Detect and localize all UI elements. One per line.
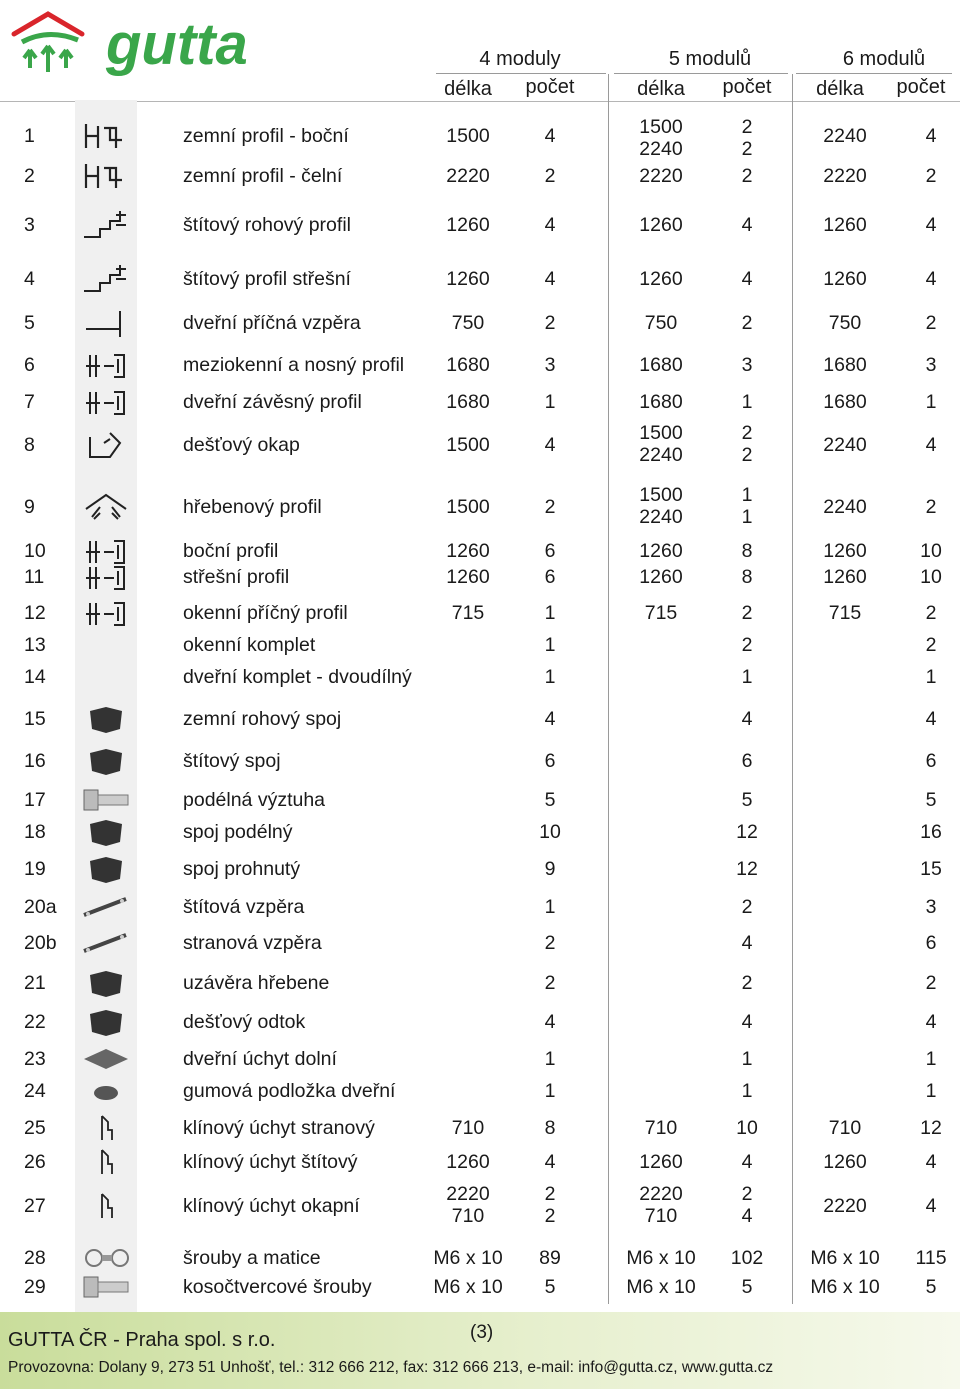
count-4-cell: 6 — [544, 540, 556, 562]
length-4-cell: 2220 710 — [446, 1183, 490, 1227]
length-5-cell: 1500 2240 — [639, 116, 683, 160]
table-row — [0, 972, 960, 994]
length-5-cell: 1500 2240 — [639, 484, 683, 528]
count-4-cell: 9 — [544, 858, 556, 880]
count-5-cell: 2 2 — [741, 116, 753, 160]
row-number: 26 — [24, 1151, 46, 1173]
count-header-5: počet — [722, 76, 772, 98]
item-name: střešní profil — [183, 566, 290, 588]
length-4-cell: 715 — [451, 602, 485, 624]
count-6-cell: 3 — [925, 896, 937, 918]
row-number: 16 — [24, 750, 46, 772]
table-row — [0, 1048, 960, 1070]
table-row — [0, 634, 960, 656]
count-4-cell: 89 — [539, 1247, 561, 1269]
door-bottom-holder-icon — [80, 1041, 132, 1077]
length-6-cell: 2240 — [823, 434, 867, 456]
table-row — [0, 214, 960, 236]
length-4-cell: 1500 — [446, 434, 490, 456]
table-row — [0, 1183, 960, 1229]
item-name: boční profil — [183, 540, 279, 562]
header-rule-4 — [436, 73, 606, 74]
count-4-cell: 1 — [544, 1048, 556, 1070]
item-name: dešťový odtok — [183, 1011, 306, 1033]
count-6-cell: 4 — [925, 708, 937, 730]
item-name: zemní profil - čelní — [183, 165, 343, 187]
count-5-cell: 8 — [741, 540, 753, 562]
count-4-cell: 4 — [544, 1151, 556, 1173]
gutta-logo — [8, 6, 268, 82]
item-name: klínový úchyt okapní — [183, 1195, 360, 1217]
svg-text:gutta: gutta — [106, 12, 248, 77]
longitudinal-stiffener-icon — [80, 782, 132, 818]
count-6-cell: 10 — [920, 540, 942, 562]
count-6-cell: 15 — [920, 858, 942, 880]
count-6-cell: 1 — [925, 391, 937, 413]
table-row — [0, 666, 960, 688]
count-6-cell: 2 — [925, 972, 937, 994]
length-5-cell: 1680 — [639, 354, 683, 376]
length-6-cell: 1260 — [823, 1151, 867, 1173]
count-6-cell: 6 — [925, 750, 937, 772]
length-header-5: délka — [637, 78, 685, 100]
rain-gutter-icon — [80, 427, 132, 463]
count-4-cell: 5 — [544, 1276, 556, 1298]
length-6-cell: 1260 — [823, 268, 867, 290]
row-number: 22 — [24, 1011, 46, 1033]
wedge-clip-side-icon — [80, 1110, 132, 1146]
row-number: 29 — [24, 1276, 46, 1298]
door-cross-brace-icon — [80, 305, 132, 341]
table-row — [0, 750, 960, 772]
table-row — [0, 1151, 960, 1173]
count-4-cell: 2 2 — [544, 1183, 556, 1227]
count-6-cell: 2 — [925, 602, 937, 624]
item-name: šrouby a matice — [183, 1247, 321, 1269]
table-row — [0, 312, 960, 334]
item-name: dveřní příčná vzpěra — [183, 312, 361, 334]
row-number: 14 — [24, 666, 46, 688]
count-5-cell: 2 4 — [741, 1183, 753, 1227]
ground-corner-joint-icon — [80, 701, 132, 737]
row-number: 21 — [24, 972, 46, 994]
length-4-cell: 1500 — [446, 125, 490, 147]
length-4-cell: 1260 — [446, 268, 490, 290]
item-name: dveřní závěsný profil — [183, 391, 362, 413]
length-6-cell: 1260 — [823, 566, 867, 588]
count-6-cell: 10 — [920, 566, 942, 588]
count-6-cell: 4 — [925, 1011, 937, 1033]
row-number: 23 — [24, 1048, 46, 1070]
table-row — [0, 1080, 960, 1102]
count-5-cell: 4 — [741, 1151, 753, 1173]
table-row — [0, 268, 960, 290]
length-5-cell: 2220 710 — [639, 1183, 683, 1227]
window-support-profile-icon — [80, 347, 132, 383]
gable-joint-icon — [80, 743, 132, 779]
longitudinal-joint-icon — [80, 814, 132, 850]
row-number: 12 — [24, 602, 46, 624]
item-name: štítový rohový profil — [183, 214, 351, 236]
count-5-cell: 4 — [741, 708, 753, 730]
item-name: okenní komplet — [183, 634, 316, 656]
row-number: 8 — [24, 434, 35, 456]
table-row — [0, 858, 960, 880]
table-row — [0, 821, 960, 843]
length-4-cell: 1680 — [446, 354, 490, 376]
count-4-cell: 6 — [544, 566, 556, 588]
count-4-cell: 2 — [544, 165, 556, 187]
length-4-cell: 1260 — [446, 214, 490, 236]
item-name: zemní profil - boční — [183, 125, 349, 147]
header-bottom-rule — [0, 101, 960, 102]
length-4-cell: 1260 — [446, 1151, 490, 1173]
count-5-cell: 12 — [736, 858, 758, 880]
length-4-cell: 1680 — [446, 391, 490, 413]
count-5-cell: 2 — [741, 634, 753, 656]
count-5-cell: 2 — [741, 312, 753, 334]
item-name: kosočtvercové šrouby — [183, 1276, 372, 1298]
length-6-cell: 2240 — [823, 496, 867, 518]
row-number: 13 — [24, 634, 46, 656]
count-6-cell: 4 — [925, 1151, 937, 1173]
length-5-cell: 710 — [644, 1117, 678, 1139]
count-4-cell: 1 — [544, 666, 556, 688]
count-5-cell: 3 — [741, 354, 753, 376]
count-header-6: počet — [896, 76, 946, 98]
count-6-cell: 115 — [915, 1247, 947, 1269]
count-5-cell: 1 — [741, 1080, 753, 1102]
length-4-cell: 2220 — [446, 165, 490, 187]
row-number: 11 — [24, 566, 45, 588]
door-hinge-profile-icon — [80, 384, 132, 420]
table-row — [0, 1011, 960, 1033]
length-header-4: délka — [444, 78, 492, 100]
count-5-cell: 2 2 — [741, 422, 753, 466]
company-address: Provozovna: Dolany 9, 273 51 Unhošť, tel.: 312 666 212, fax: 312 666 213, e-mail: info@gutta.cz, www.gutta.cz — [8, 1359, 774, 1376]
roof-profile-icon — [80, 559, 132, 595]
count-6-cell: 12 — [920, 1117, 942, 1139]
rubber-pad-icon — [80, 1073, 132, 1109]
item-name: dešťový okap — [183, 434, 300, 456]
group-header-6: 6 modulů — [842, 48, 926, 70]
ridge-cap-icon — [80, 965, 132, 1001]
length-6-cell: 1260 — [823, 540, 867, 562]
row-number: 2 — [24, 165, 35, 187]
count-4-cell: 3 — [544, 354, 556, 376]
item-name: dveřní úchyt dolní — [183, 1048, 337, 1070]
length-5-cell: 1500 2240 — [639, 422, 683, 466]
table-row — [0, 708, 960, 730]
length-header-6: délka — [816, 78, 864, 100]
table-row — [0, 354, 960, 376]
count-6-cell: 3 — [925, 354, 937, 376]
length-6-cell: 2220 — [823, 1195, 867, 1217]
count-5-cell: 102 — [730, 1247, 764, 1269]
group-header-4: 4 moduly — [479, 48, 561, 70]
item-name: dveřní komplet - dvoudílný — [183, 666, 412, 688]
item-name: klínový úchyt štítový — [183, 1151, 358, 1173]
length-5-cell: 1260 — [639, 1151, 683, 1173]
length-6-cell: 1680 — [823, 354, 867, 376]
count-5-cell: 2 — [741, 896, 753, 918]
table-row — [0, 566, 960, 588]
length-5-cell: M6 x 10 — [626, 1276, 696, 1298]
table-row — [0, 391, 960, 413]
count-header-4: počet — [525, 76, 575, 98]
count-6-cell: 5 — [925, 1276, 937, 1298]
item-name: spoj podélný — [183, 821, 293, 843]
count-6-cell: 2 — [925, 496, 937, 518]
gable-roof-profile-icon — [80, 261, 132, 297]
count-5-cell: 4 — [741, 268, 753, 290]
count-4-cell: 4 — [544, 1011, 556, 1033]
item-name: štítová vzpěra — [183, 896, 305, 918]
count-4-cell: 4 — [544, 125, 556, 147]
length-4-cell: M6 x 10 — [433, 1276, 503, 1298]
length-6-cell: 710 — [828, 1117, 862, 1139]
count-4-cell: 2 — [544, 972, 556, 994]
count-5-cell: 2 — [741, 165, 753, 187]
item-name: meziokenní a nosný profil — [183, 354, 405, 376]
table-row — [0, 1276, 960, 1298]
table-row — [0, 165, 960, 187]
count-6-cell: 2 — [925, 312, 937, 334]
side-strut-icon — [80, 925, 132, 961]
length-6-cell: M6 x 10 — [810, 1276, 880, 1298]
table-row — [0, 932, 960, 954]
count-5-cell: 1 — [741, 391, 753, 413]
count-4-cell: 4 — [544, 708, 556, 730]
item-name: zemní rohový spoj — [183, 708, 342, 730]
count-5-cell: 6 — [741, 750, 753, 772]
length-5-cell: M6 x 10 — [626, 1247, 696, 1269]
row-number: 19 — [24, 858, 46, 880]
length-5-cell: 2220 — [639, 165, 683, 187]
group-header-5: 5 modulů — [668, 48, 752, 70]
row-number: 5 — [24, 312, 35, 334]
count-4-cell: 4 — [544, 268, 556, 290]
count-6-cell: 2 — [925, 165, 937, 187]
count-6-cell: 4 — [925, 1195, 937, 1217]
item-name: okenní příčný profil — [183, 602, 348, 624]
table-row — [0, 484, 960, 530]
length-5-cell: 750 — [644, 312, 678, 334]
count-5-cell: 8 — [741, 566, 753, 588]
window-cross-profile-icon — [80, 595, 132, 631]
count-5-cell: 5 — [741, 1276, 753, 1298]
count-5-cell: 2 — [741, 972, 753, 994]
length-4-cell: 1260 — [446, 540, 490, 562]
item-name: uzávěra hřebene — [183, 972, 330, 994]
length-5-cell: 1260 — [639, 214, 683, 236]
length-6-cell: 715 — [828, 602, 862, 624]
item-name: klínový úchyt stranový — [183, 1117, 375, 1139]
count-4-cell: 1 — [544, 1080, 556, 1102]
item-name: hřebenový profil — [183, 496, 322, 518]
header-rule-5 — [614, 73, 788, 74]
ground-side-profile-icon — [80, 118, 132, 154]
row-number: 27 — [24, 1195, 46, 1217]
length-4-cell: 750 — [451, 312, 485, 334]
count-5-cell: 1 — [741, 666, 753, 688]
count-5-cell: 4 — [741, 214, 753, 236]
logo-icon — [8, 6, 268, 82]
length-5-cell: 1680 — [639, 391, 683, 413]
length-4-cell: 1260 — [446, 566, 490, 588]
row-number: 3 — [24, 214, 35, 236]
length-6-cell: 1260 — [823, 214, 867, 236]
count-6-cell: 4 — [925, 268, 937, 290]
count-6-cell: 5 — [925, 789, 937, 811]
count-4-cell: 6 — [544, 750, 556, 772]
table-row — [0, 602, 960, 624]
row-number: 4 — [24, 268, 35, 290]
length-6-cell: 2220 — [823, 165, 867, 187]
count-5-cell: 2 — [741, 602, 753, 624]
row-number: 24 — [24, 1080, 46, 1102]
table-row — [0, 896, 960, 918]
row-number: 18 — [24, 821, 46, 843]
count-5-cell: 12 — [736, 821, 758, 843]
count-4-cell: 5 — [544, 789, 556, 811]
row-number: 15 — [24, 708, 46, 730]
item-name: podélná výztuha — [183, 789, 326, 811]
count-5-cell: 1 1 — [741, 484, 753, 528]
item-name: spoj prohnutý — [183, 858, 301, 880]
row-number: 6 — [24, 354, 35, 376]
length-6-cell: 1680 — [823, 391, 867, 413]
table-row — [0, 116, 960, 160]
count-6-cell: 16 — [920, 821, 942, 843]
count-6-cell: 1 — [925, 1080, 937, 1102]
count-5-cell: 5 — [741, 789, 753, 811]
item-name: štítový profil střešní — [183, 268, 351, 290]
page-number: (3) — [470, 1322, 494, 1343]
rain-outlet-icon — [80, 1004, 132, 1040]
length-6-cell: 2240 — [823, 125, 867, 147]
row-number: 9 — [24, 496, 35, 518]
count-6-cell: 1 — [925, 666, 937, 688]
ground-front-profile-icon — [80, 158, 132, 194]
count-4-cell: 4 — [544, 214, 556, 236]
square-bolt-icon — [80, 1269, 132, 1305]
row-number: 7 — [24, 391, 35, 413]
count-6-cell: 2 — [925, 634, 937, 656]
bent-joint-icon — [80, 851, 132, 887]
length-4-cell: 710 — [451, 1117, 485, 1139]
row-number: 28 — [24, 1247, 46, 1269]
company-name: GUTTA ČR - Praha spol. s r.o. — [8, 1329, 276, 1351]
row-number: 25 — [24, 1117, 46, 1139]
count-4-cell: 2 — [544, 932, 556, 954]
count-4-cell: 8 — [544, 1117, 556, 1139]
row-number: 20b — [24, 932, 57, 954]
count-6-cell: 4 — [925, 434, 937, 456]
length-5-cell: 1260 — [639, 566, 683, 588]
footer — [0, 1312, 960, 1389]
table-row — [0, 1247, 960, 1269]
gable-corner-profile-icon — [80, 207, 132, 243]
count-4-cell: 1 — [544, 896, 556, 918]
count-4-cell: 1 — [544, 602, 556, 624]
length-6-cell: 750 — [828, 312, 862, 334]
length-5-cell: 1260 — [639, 540, 683, 562]
count-5-cell: 4 — [741, 1011, 753, 1033]
ridge-profile-icon — [80, 489, 132, 525]
count-6-cell: 4 — [925, 125, 937, 147]
count-6-cell: 1 — [925, 1048, 937, 1070]
wedge-clip-eave-icon — [80, 1188, 132, 1224]
count-5-cell: 4 — [741, 932, 753, 954]
table-row — [0, 540, 960, 562]
length-5-cell: 715 — [644, 602, 678, 624]
count-4-cell: 1 — [544, 391, 556, 413]
row-number: 10 — [24, 540, 46, 562]
header-rule-6 — [796, 73, 952, 74]
item-name: gumová podložka dveřní — [183, 1080, 396, 1102]
row-number: 20a — [24, 896, 57, 918]
row-number: 1 — [24, 125, 35, 147]
wedge-clip-gable-icon — [80, 1144, 132, 1180]
count-4-cell: 2 — [544, 496, 556, 518]
length-4-cell: M6 x 10 — [433, 1247, 503, 1269]
row-number: 17 — [24, 789, 46, 811]
item-name: štítový spoj — [183, 750, 281, 772]
length-4-cell: 1500 — [446, 496, 490, 518]
length-5-cell: 1260 — [639, 268, 683, 290]
count-5-cell: 10 — [736, 1117, 758, 1139]
item-name: stranová vzpěra — [183, 932, 322, 954]
count-6-cell: 6 — [925, 932, 937, 954]
count-4-cell: 4 — [544, 434, 556, 456]
count-4-cell: 2 — [544, 312, 556, 334]
table-row — [0, 789, 960, 811]
count-4-cell: 1 — [544, 634, 556, 656]
table-row — [0, 1117, 960, 1139]
length-6-cell: M6 x 10 — [810, 1247, 880, 1269]
count-4-cell: 10 — [539, 821, 561, 843]
table-row — [0, 422, 960, 468]
count-5-cell: 1 — [741, 1048, 753, 1070]
gable-strut-icon — [80, 889, 132, 925]
count-6-cell: 4 — [925, 214, 937, 236]
